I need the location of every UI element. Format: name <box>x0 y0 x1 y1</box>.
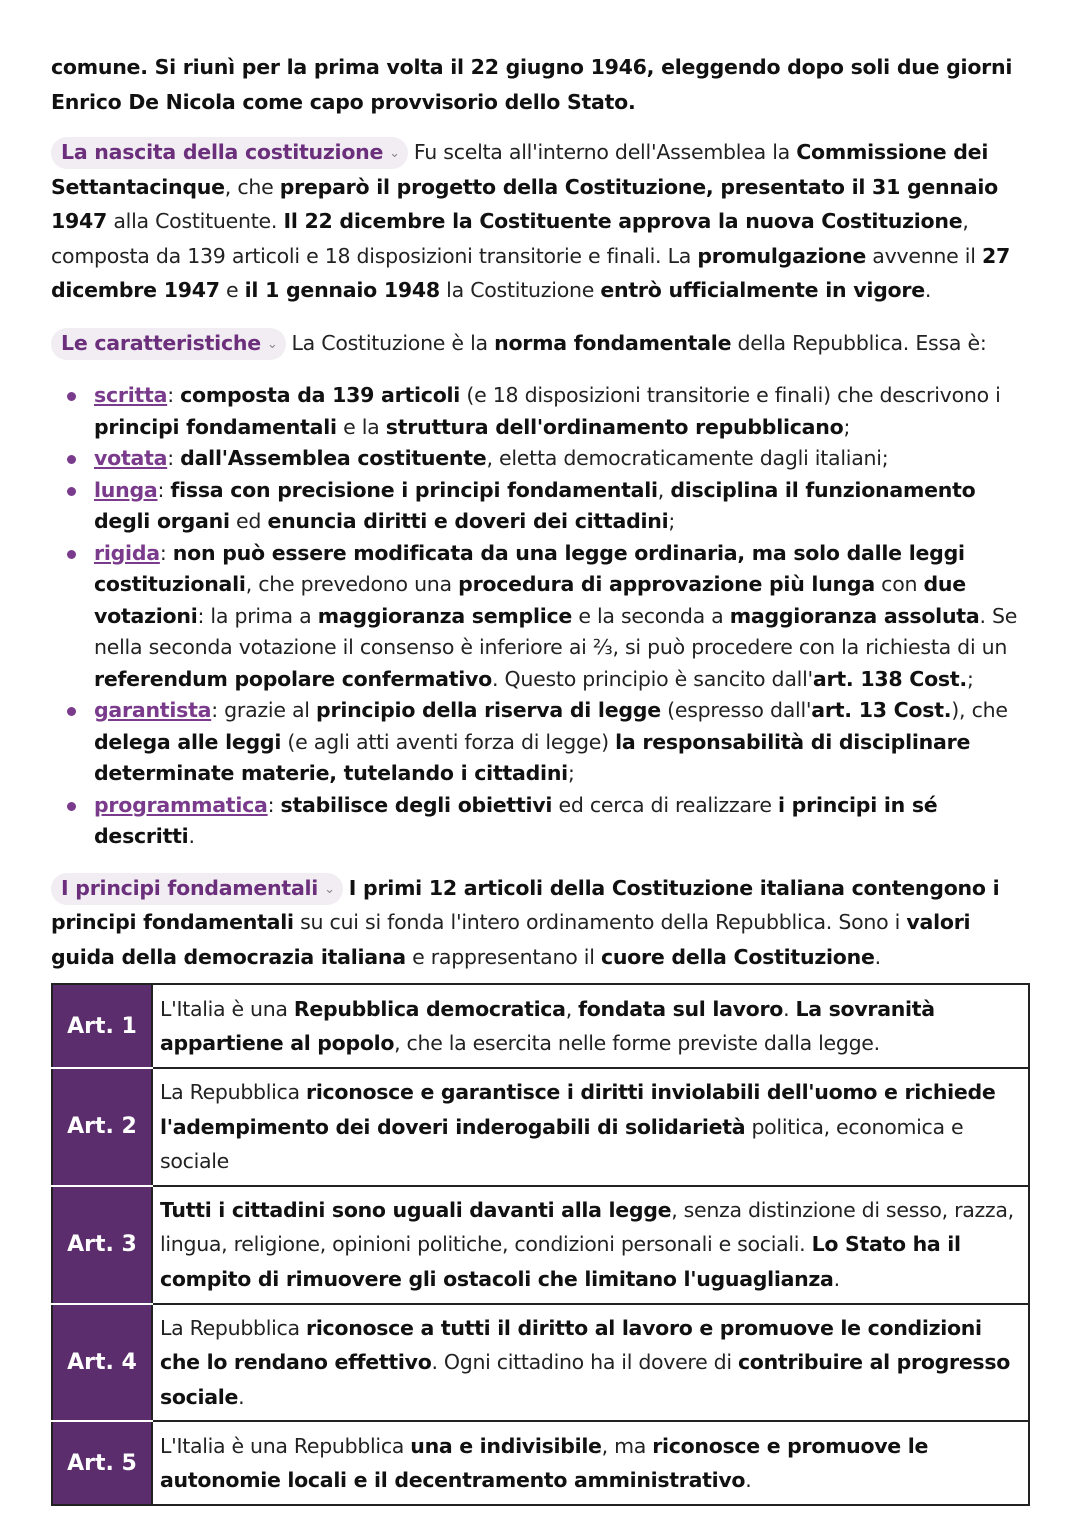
text: : <box>167 383 181 407</box>
tag-caratteristiche-label: Le caratteristiche <box>61 330 261 355</box>
text: ed <box>229 509 268 533</box>
article-text <box>152 1304 1029 1422</box>
tag-principi-label: I principi fondamentali <box>61 875 319 900</box>
nascita-paragraph <box>51 135 1036 308</box>
text: (e 18 disposizioni transitorie e finali) che descrivono i <box>460 383 1001 407</box>
text: . <box>833 1266 840 1291</box>
text: ; <box>668 509 676 533</box>
bold-text: riconosce e promuove le autonomie locali e il decentramento amministrativo <box>160 1433 929 1492</box>
chevron-down-icon: ⌄ <box>324 881 335 897</box>
table-row <box>52 1068 1029 1186</box>
bold-text: maggioranza assoluta <box>729 603 980 628</box>
text: della Repubblica. Essa è: <box>731 330 987 355</box>
intro-text: comune. Si riunì per la prima volta il 22 giugno 1946, eleggendo dopo soli due giorni Enrico De Nicola come capo provvisorio dello Stato. <box>51 55 1013 114</box>
keyword-link[interactable]: programmatica <box>94 792 268 817</box>
table-row <box>52 984 1029 1068</box>
text: (espresso dall' <box>660 698 812 722</box>
bold-text: il 1 gennaio 1948 <box>244 278 440 302</box>
bold-text: Tutti i cittadini sono uguali davanti alla legge <box>160 1197 672 1222</box>
text: (e agli atti aventi forza di legge) <box>281 729 616 754</box>
tag-principi[interactable] <box>51 873 343 905</box>
text: , <box>657 477 671 502</box>
text: , composta da 139 articoli e 18 disposizioni transitorie e finali. La <box>51 209 969 268</box>
text: : <box>159 540 173 565</box>
text: , che prevedono una <box>245 572 459 596</box>
list-item-programmatica <box>51 790 1036 853</box>
text: . <box>924 278 932 302</box>
text: : <box>211 698 225 722</box>
bold-text: i principi in sé descritti <box>94 792 938 848</box>
bold-text: Lo Stato ha il compito di rimuovere gli ostacoli che limitano l'uguaglianza <box>160 1232 961 1291</box>
bold-text: maggioranza semplice <box>317 603 573 628</box>
text: . Ogni cittadino ha il dovere di <box>431 1350 738 1374</box>
bold-text: disciplina il funzionamento degli organi <box>94 477 976 533</box>
table-row <box>52 1186 1029 1304</box>
bold-text: promulgazione <box>697 243 866 268</box>
text: La Costituzione è la <box>291 330 495 355</box>
text: Fu scelta all'interno dell'Assemblea la <box>413 140 797 164</box>
text: e la seconda a <box>572 603 730 628</box>
bold-text: fondata sul lavoro <box>578 996 784 1021</box>
text: grazie al <box>224 698 317 722</box>
bold-text: norma fondamentale <box>494 330 732 355</box>
list-item-rigida <box>51 538 1036 696</box>
text: , senza distinzione di sesso, razza, lingua, religione, opinioni politiche, condizioni personali e sociali. <box>160 1197 1014 1257</box>
text: la Costituzione <box>439 278 601 302</box>
bullet-icon <box>67 487 76 496</box>
article-text <box>152 1186 1029 1304</box>
bold-text: due votazioni <box>94 572 966 628</box>
bold-text: non può essere modificata da una legge ordinaria, ma solo dalle leggi costituzionali <box>94 540 965 596</box>
text: : <box>167 446 181 470</box>
bold-text: entrò ufficialmente in vigore <box>600 278 925 302</box>
text: . <box>238 1384 245 1409</box>
bullet-icon <box>67 550 76 559</box>
bold-text: cuore della Costituzione <box>600 944 875 969</box>
chevron-down-icon: ⌄ <box>266 336 278 352</box>
bold-text: Commissione dei Settantacinque <box>51 140 989 199</box>
bold-text: La sovranità appartiene al popolo <box>160 996 935 1055</box>
list-item-votata <box>51 443 1036 475</box>
bold-text: composta da 139 articoli <box>180 383 461 407</box>
bold-text: Il 22 dicembre la Costituente approva la nuova Costituzione <box>283 209 963 233</box>
bold-text: Repubblica democratica <box>293 996 566 1021</box>
text: ; <box>843 414 851 439</box>
bold-text: referendum popolare confermativo <box>94 666 492 691</box>
bullet-icon <box>67 707 76 716</box>
document-page <box>51 50 1036 974</box>
text: : <box>267 792 281 817</box>
text: L'Italia è una Repubblica <box>160 1433 411 1458</box>
tag-nascita[interactable] <box>51 137 408 169</box>
article-text <box>152 1068 1029 1186</box>
text: avvenne il <box>865 243 982 268</box>
bold-text: la responsabilità di disciplinare determinate materie, tutelando i cittadini <box>94 729 971 785</box>
text: ed cerca di realizzare <box>552 792 779 817</box>
characteristics-list <box>51 380 1036 853</box>
tag-caratteristiche[interactable] <box>51 328 286 360</box>
articles-table <box>51 983 1030 1506</box>
bold-text: art. 138 Cost. <box>812 666 967 691</box>
text: politica, economica e sociale <box>160 1114 964 1173</box>
table-row <box>52 1304 1029 1422</box>
text: , eletta democraticamente dagli italiani; <box>486 446 889 470</box>
text: ; <box>966 666 974 691</box>
text: ; <box>567 761 575 785</box>
table-row <box>52 1421 1029 1505</box>
text: e rappresentano il <box>405 944 601 969</box>
text: con <box>874 572 924 596</box>
keyword-link[interactable]: lunga <box>94 477 158 502</box>
bold-text: riconosce a tutti il diritto al lavoro e promuove le condizioni che lo rendano effettivo <box>160 1315 982 1374</box>
caratteristiche-paragraph <box>51 326 1036 361</box>
list-item-garantista <box>51 695 1036 790</box>
text: , che la esercita nelle forme previste dalla legge. <box>394 1031 880 1055</box>
text: . Questo principio è sancito dall' <box>491 666 813 691</box>
text: . <box>745 1468 752 1492</box>
list-item-lunga <box>51 475 1036 538</box>
article-text <box>152 1421 1029 1505</box>
text: e la <box>336 414 386 439</box>
article-label: Art. 3 <box>52 1186 152 1304</box>
text: su cui si fonda l'intero ordinamento della Repubblica. Sono i <box>293 910 907 934</box>
text: e <box>219 278 245 302</box>
bullet-icon <box>67 802 76 811</box>
article-label: Art. 2 <box>52 1068 152 1186</box>
bold-text: art. 13 Cost. <box>811 698 952 722</box>
article-label: Art. 1 <box>52 984 152 1068</box>
text: La Repubblica <box>160 1080 307 1104</box>
bullet-icon <box>67 392 76 401</box>
list-item-scritta <box>51 380 1036 443</box>
article-label: Art. 5 <box>52 1421 152 1505</box>
bold-text: principi fondamentali <box>94 414 337 439</box>
text: . <box>874 944 881 969</box>
keyword-link[interactable]: votata <box>94 446 168 470</box>
bold-text: 27 dicembre 1947 <box>51 243 1010 302</box>
bold-text: principio della riserva di legge <box>316 698 661 722</box>
bold-text: una e indivisibile <box>410 1433 602 1458</box>
text: , ma <box>601 1433 653 1458</box>
bold-text: preparò il progetto della Costituzione, presentato il 31 gennaio 1947 <box>51 174 998 233</box>
article-text <box>152 984 1029 1068</box>
bold-text: riconosce e garantisce i diritti inviolabili dell'uomo e richiede l'adempimento dei doveri inderogabili di solidarietà <box>160 1080 996 1139</box>
keyword-link[interactable]: rigida <box>94 540 160 565</box>
tag-nascita-label: La nascita della costituzione <box>61 140 384 164</box>
bold-text: enuncia diritti e doveri dei cittadini <box>267 509 669 533</box>
text: . Se nella seconda votazione il consenso è inferiore ai ⅔, si può procedere con la richiesta di un <box>94 603 1018 659</box>
text: : <box>157 477 171 502</box>
text: , <box>565 996 579 1021</box>
article-label: Art. 4 <box>52 1304 152 1422</box>
bold-text: struttura dell'ordinamento repubblicano <box>385 414 844 439</box>
keyword-link[interactable]: garantista <box>94 698 212 722</box>
bullet-icon <box>67 455 76 464</box>
text: La Repubblica <box>160 1315 307 1340</box>
principi-paragraph <box>51 871 1036 975</box>
text: . <box>188 824 195 848</box>
bold-text: procedura di approvazione più lunga <box>458 572 875 596</box>
text: L'Italia è una <box>160 996 294 1021</box>
keyword-link[interactable]: scritta <box>94 383 168 407</box>
bold-text: I primi 12 articoli della Costituzione italiana contengono i principi fondamentali <box>51 875 1000 934</box>
bold-text: dall'Assemblea costituente <box>180 446 487 470</box>
intro-paragraph <box>51 50 1036 119</box>
chevron-down-icon: ⌄ <box>389 146 400 161</box>
text: : la prima a <box>197 603 318 628</box>
text: , che <box>224 174 280 199</box>
caratteristiche-section <box>51 326 1036 853</box>
bold-text: contribuire al progresso sociale <box>160 1350 1011 1409</box>
text: ), che <box>951 698 1008 722</box>
bold-text: fissa con precisione i principi fondamentali <box>170 477 658 502</box>
bold-text: stabilisce degli obiettivi <box>280 792 553 817</box>
bold-text: delega alle leggi <box>94 729 282 754</box>
text: . <box>783 996 796 1021</box>
text: alla Costituente. <box>107 209 284 233</box>
bold-text: valori guida della democrazia italiana <box>51 910 971 969</box>
